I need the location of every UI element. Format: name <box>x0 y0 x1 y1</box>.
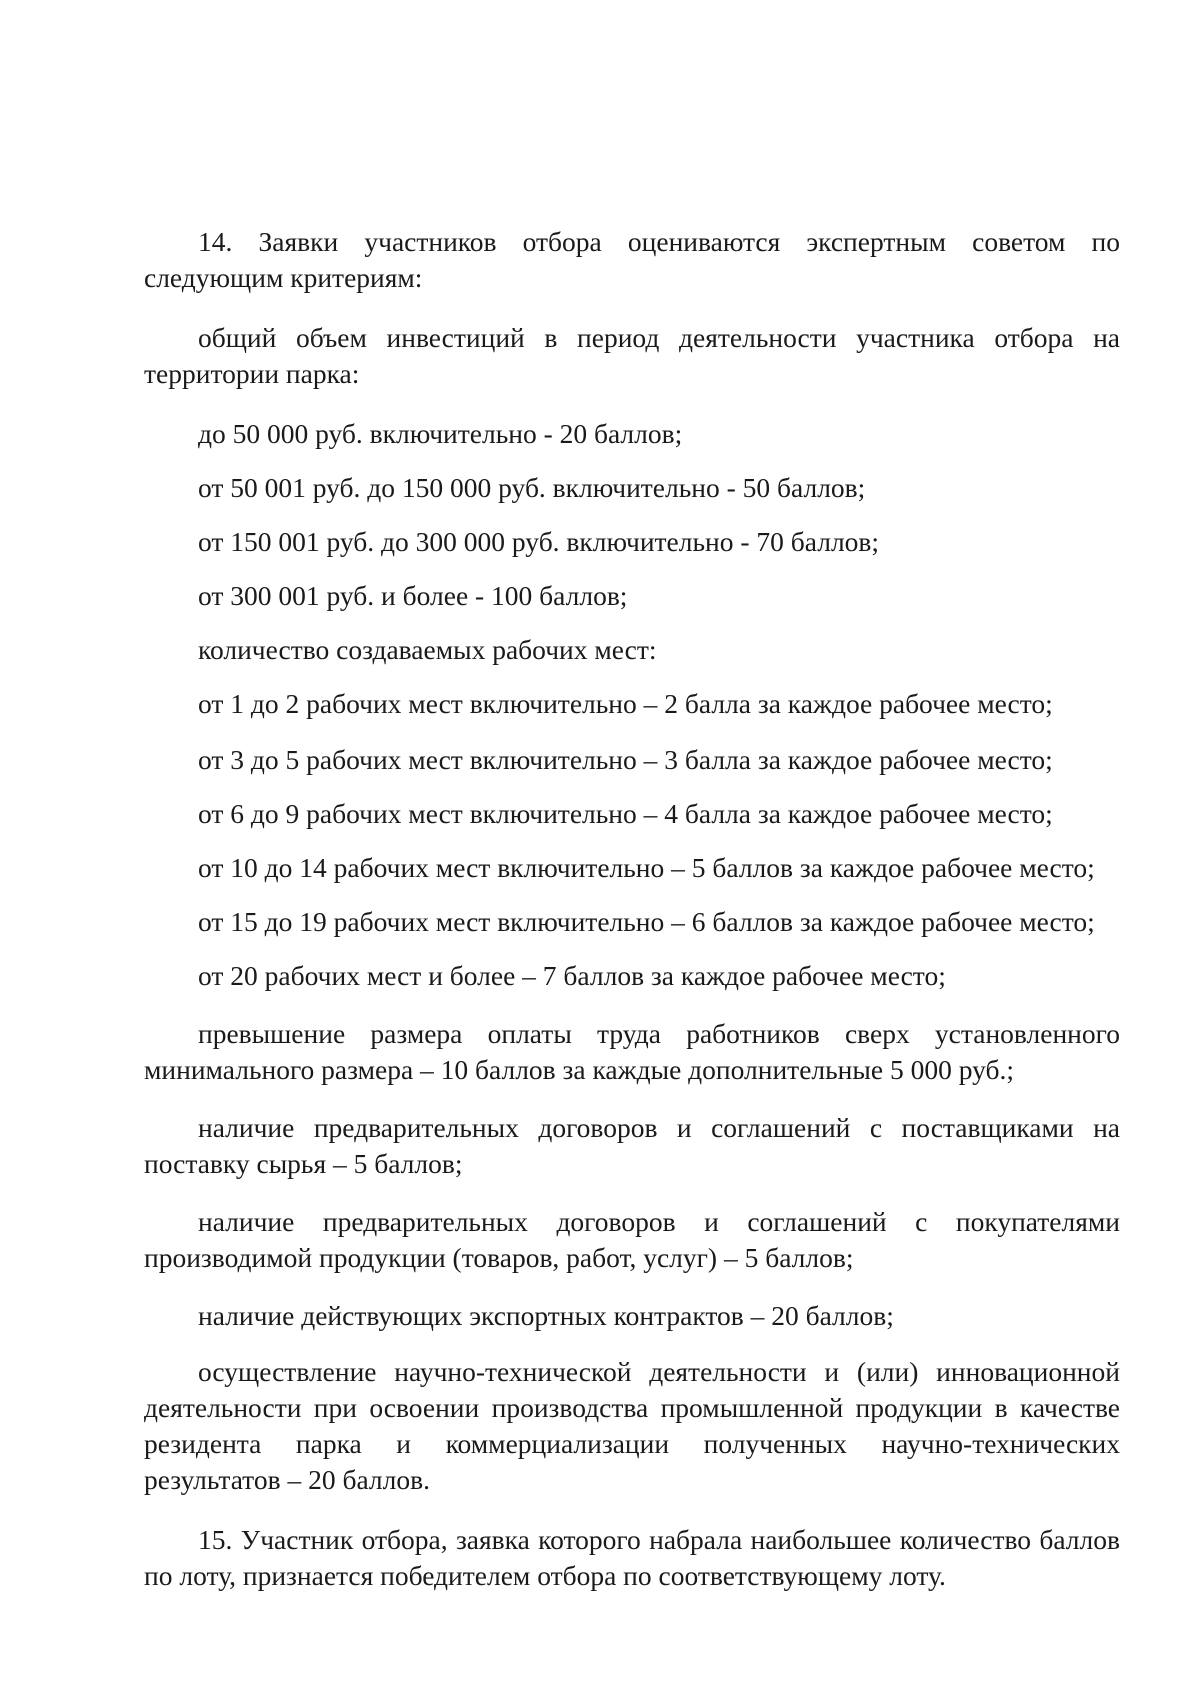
jobs-tier-1: от 1 до 2 рабочих мест включительно – 2 балла за каждое рабочее место; <box>198 688 1053 719</box>
paragraph-15-winner: 15. Участник отбора, заявка которого набрала наибольшее количество баллов по лоту, признается победителем отбора по соответствующему лоту. <box>144 1524 1120 1591</box>
paragraph-scientific-activity: осуществление научно-технической деятельности и (или) инновационной деятельности при освоении производства промышленной продукции в качестве резидента парка и коммерциализации полученных научно-технических результатов – 20 баллов. <box>144 1356 1120 1495</box>
jobs-tier-4: от 10 до 14 рабочих мест включительно – 5 баллов за каждое рабочее место; <box>198 852 1095 883</box>
paragraph-supplier-agreements: наличие предварительных договоров и соглашений с поставщиками на поставку сырья – 5 баллов; <box>144 1112 1120 1179</box>
paragraph-wage-excess: превышение размера оплаты труда работников сверх установленного минимального размера – 10 баллов за каждые дополнительные 5 000 руб.; <box>144 1018 1120 1085</box>
investment-tier-1: до 50 000 руб. включительно - 20 баллов; <box>198 418 683 449</box>
paragraph-14-criteria-intro: 14. Заявки участников отбора оцениваются экспертным советом по следующим критериям: <box>144 226 1120 293</box>
jobs-tier-6: от 20 рабочих мест и более – 7 баллов за каждое рабочее место; <box>198 960 946 991</box>
paragraph-jobs-created: количество создаваемых рабочих мест: <box>198 634 657 665</box>
jobs-tier-5: от 15 до 19 рабочих мест включительно – 6 баллов за каждое рабочее место; <box>198 906 1095 937</box>
investment-tier-4: от 300 001 руб. и более - 100 баллов; <box>198 580 628 611</box>
investment-tier-3: от 150 001 руб. до 300 000 руб. включительно - 70 баллов; <box>198 526 880 557</box>
investment-tier-2: от 50 001 руб. до 150 000 руб. включительно - 50 баллов; <box>198 472 866 503</box>
jobs-tier-2: от 3 до 5 рабочих мест включительно – 3 балла за каждое рабочее место; <box>198 744 1053 775</box>
paragraph-buyer-agreements: наличие предварительных договоров и соглашений с покупателями производимой продукции (товаров, работ, услуг) – 5 баллов; <box>144 1206 1120 1273</box>
jobs-tier-3: от 6 до 9 рабочих мест включительно – 4 балла за каждое рабочее место; <box>198 798 1053 829</box>
paragraph-export-contracts: наличие действующих экспортных контрактов – 20 баллов; <box>198 1300 894 1331</box>
paragraph-investment-volume: общий объем инвестиций в период деятельности участника отбора на территории парка: <box>144 322 1120 389</box>
